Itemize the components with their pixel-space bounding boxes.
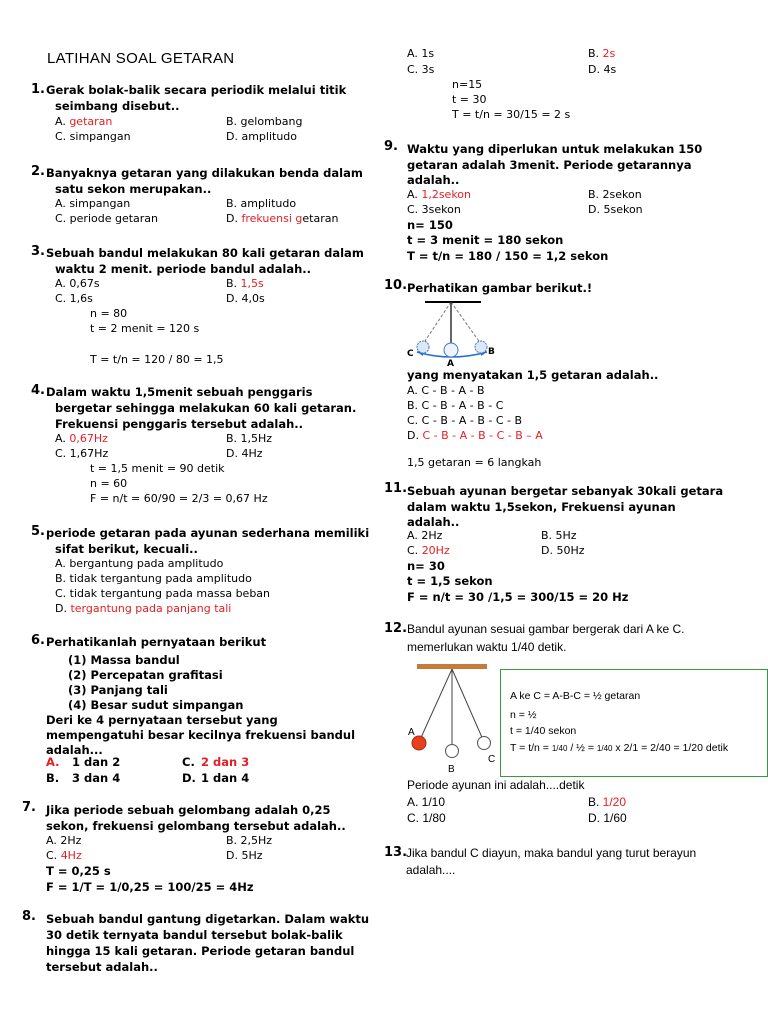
q12-answer: 1/20 [602,795,627,809]
q4-work-1: t = 1,5 menit = 90 detik [90,462,225,475]
q5-text-2: sifat berikut, kecuali.. [55,542,198,556]
q12-box-line-3: t = 1/40 sekon [510,725,577,737]
q9-answer: 1,2sekon [421,188,471,201]
q9-option-c: C. 3sekon [407,203,461,216]
q7-work-2: F = 1/T = 1/0,25 = 100/25 = 4Hz [46,880,254,894]
q10-work-1: 1,5 getaran = 6 langkah [407,456,542,469]
q2-text-1: Banyaknya getaran yang dilakukan benda dalam [46,166,363,180]
q7-text-2: sekon, frekuensi gelombang tersebut adalah.. [46,819,346,833]
q1-option-d: D. amplitudo [226,130,298,143]
q2-answer: frekuensi [241,212,296,225]
q4-work-2: n = 60 [90,477,128,490]
q9-number: 9. [384,139,398,154]
q11-option-a: A. 2Hz [407,529,443,542]
q6-option-b: 3 dan 4 [72,771,121,785]
q8-text-2: 30 detik ternyata bandul tersebut bolak-balik [46,928,343,942]
q10-option-a: A. C - B - A - B [407,384,485,397]
q12-text-1: Bandul ayunan sesuai gambar bergerak dari A ke C. [407,622,685,636]
q9-work-1: n= 150 [407,218,453,232]
q8-work-1: n=15 [452,78,483,91]
q13-text-2: adalah.... [406,863,456,877]
q10-option-b: B. C - B - A - B - C [407,399,504,412]
q6-option-b-key: B. [46,771,60,785]
q3-option-b: B. 1,5s [226,277,264,290]
ball-b-white [446,745,459,758]
q12-text-3: Periode ayunan ini adalah....detik [407,778,585,792]
q7-text-1: Jika periode sebuah gelombang adalah 0,25 [46,803,331,817]
q12-box-line-2: n = ½ [510,709,537,721]
q11-option-c: C. 20Hz [407,544,450,557]
q5-answer: tergantung pada panjang tali [70,602,232,615]
q12-option-a: A. 1/10 [407,795,446,809]
page-title: LATIHAN SOAL GETARAN [47,50,235,67]
q9-text-3: adalah.. [407,173,460,187]
label-c: C [407,349,414,359]
q3-option-c: C. 1,6s [55,292,93,305]
q10-answer: C - B - A - B - C - B – A [422,429,543,442]
q5-option-d: D. tergantung pada panjang tali [55,602,232,615]
q6-option-a: 1 dan 2 [72,755,121,769]
q11-work-1: n= 30 [407,559,445,573]
q7-option-a: A. 2Hz [46,834,82,847]
label-a: A [447,359,454,366]
q3-text-1: Sebuah bandul melakukan 80 kali getaran dalam [46,246,364,260]
q2-option-d: D. frekuensi getaran [226,212,339,225]
q12-number: 12. [384,621,408,636]
q11-option-d: D. 50Hz [541,544,585,557]
q2-option-a: A. simpangan [55,197,131,210]
q1-text-1: Gerak bolak-balik secara periodik melalui titik [46,83,347,97]
q3-option-a: A. 0,67s [55,277,100,290]
q4-text-2: bergetar sehingga melakukan 60 kali getaran. [55,401,357,415]
string-to-c [452,669,484,742]
q1-option-c: C. simpangan [55,130,131,143]
q1-option-a: A. getaran [55,115,113,128]
q6-text-4: adalah... [46,743,103,757]
q8-text-4: tersebut adalah.. [46,960,158,974]
ball-c-white [478,737,491,750]
q6-statement-1: (1) Massa bandul [68,653,180,667]
q6-text-1: Perhatikanlah pernyataan berikut [46,635,267,649]
q9-text-2: getaran adalah 3menit. Periode getarannya [407,158,692,172]
q6-statement-3: (3) Panjang tali [68,683,168,697]
q5-option-c: C. tidak tergantung pada massa beban [55,587,271,600]
label-a: A [408,727,415,738]
q12-text-2: memerlukan waktu 1/40 detik. [407,640,567,654]
ball-a-red [412,736,426,750]
q3-option-d: D. 4,0s [226,292,265,305]
q1-answer: getaran [69,115,113,128]
q2-option-c: C. periode getaran [55,212,159,225]
q8-option-d: D. 4s [588,63,617,76]
q4-option-d: D. 4Hz [226,447,263,460]
q11-answer: 20Hz [421,544,450,557]
q13-number: 13. [384,845,408,860]
q4-option-b: B. 1,5Hz [226,432,273,445]
pendulum-swing-figure [405,296,505,366]
q13-text-1: Jika bandul C diayun, maka bandul yang turut berayun [406,846,697,860]
q5-option-b: B. tidak tergantung pada amplitudo [55,572,252,585]
q8-option-b: B. 2s [588,47,616,60]
q12-option-d: D. 1/60 [588,811,627,825]
q1-number: 1. [31,82,45,97]
q10-text-1: Perhatikan gambar berikut.! [407,281,593,295]
q4-text-3: Frekuensi penggaris tersebut adalah.. [55,417,304,431]
q12-solution-box [500,669,768,777]
q6-answer: 2 dan 3 [201,755,250,769]
q6-text-3: mempengatuhi besar kecilnya frekuensi bandul [46,728,356,742]
q3-work-1: n = 80 [90,307,128,320]
string-left [423,302,451,344]
pendulum-figure-q12 [404,662,500,774]
q2-option-b: B. amplitudo [226,197,297,210]
q4-answer: 0,67Hz [69,432,108,445]
q6-option-c-key: C. [182,755,195,769]
q5-option-a: A. bergantung pada amplitudo [55,557,224,570]
q7-answer: 4Hz [60,849,82,862]
q9-work-3: T = t/n = 180 / 150 = 1,2 sekon [407,249,609,263]
label-c: C [488,754,496,765]
q8-work-2: t = 30 [452,93,487,106]
q12-option-b: B. 1/20 [588,795,627,809]
q9-work-2: t = 3 menit = 180 sekon [407,233,564,247]
q6-option-d-key: D. [182,771,196,785]
q4-text-1: Dalam waktu 1,5menit sebuah penggaris [46,385,313,399]
q2-number: 2. [31,164,45,179]
q1-option-b: B. gelombang [226,115,303,128]
q5-number: 5. [31,524,45,539]
q9-option-d: D. 5sekon [588,203,643,216]
q11-text-2: dalam waktu 1,5sekon, Frekuensi ayunan [407,500,676,514]
q11-text-1: Sebuah ayunan bergetar sebanyak 30kali getara [407,484,724,498]
q7-number: 7. [22,800,36,815]
q3-work-2: t = 2 menit = 120 s [90,322,200,335]
q8-option-c: C. 3s [407,63,435,76]
q9-option-a: A. 1,2sekon [407,188,471,201]
q4-option-c: C. 1,67Hz [55,447,109,460]
q9-option-b: B. 2sekon [588,188,642,201]
q7-option-d: D. 5Hz [226,849,263,862]
ball-c [417,341,429,353]
q11-text-3: adalah.. [407,515,460,529]
q4-number: 4. [31,383,45,398]
q6-statement-2: (2) Percepatan grafitasi [68,668,223,682]
q10-option-c: C. C - B - A - B - C - B [407,414,523,427]
q7-work-1: T = 0,25 s [46,864,111,878]
q6-option-d: 1 dan 4 [201,771,250,785]
q10-text-2: yang menyatakan 1,5 getaran adalah.. [407,368,659,382]
q6-text-2: Deri ke 4 pernyataan tersebut yang [46,713,278,727]
ball-b [475,341,487,353]
q7-option-b: B. 2,5Hz [226,834,273,847]
q8-text-3: hingga 15 kali getaran. Periode getaran bandul [46,944,355,958]
q8-text-1: Sebuah bandul gantung digetarkan. Dalam waktu [46,912,370,926]
q8-work-3: T = t/n = 30/15 = 2 s [452,108,571,121]
q12-box-line-1: A ke C = A-B-C = ½ getaran [510,690,641,702]
q4-option-a: A. 0,67Hz [55,432,108,445]
q3-text-2: waktu 2 menit. periode bandul adalah.. [55,262,312,276]
label-b: B [488,347,495,357]
q8-option-a: A. 1s [407,47,435,60]
q8-number: 8. [22,909,36,924]
q6-option-a-key: A. [46,755,60,769]
q3-work-3: T = t/n = 120 / 80 = 1,5 [90,353,224,366]
ball-a [444,343,458,357]
q12-box-line-4: T = t/n = 1/40 / ½ = 1/40 x 2/1 = 2/40 = 1/20 detik [510,742,729,754]
q4-work-3: F = n/t = 60/90 = 2/3 = 0,67 Hz [90,492,268,505]
q3-answer: 1,5s [240,277,264,290]
q2-text-2: satu sekon merupakan.. [55,182,212,196]
q11-work-2: t = 1,5 sekon [407,574,493,588]
label-b: B [448,764,455,774]
q11-number: 11. [384,481,408,496]
q3-number: 3. [31,244,45,259]
q6-statement-4: (4) Besar sudut simpangan [68,698,244,712]
figure-ceiling-bar [417,664,487,669]
q6-number: 6. [31,633,45,648]
q10-number: 10. [384,278,408,293]
q1-text-2: seimbang disebut.. [55,99,180,113]
q11-option-b: B. 5Hz [541,529,577,542]
q12-option-c: C. 1/80 [407,811,446,825]
q10-option-d: D. C - B - A - B - C - B – A [407,429,543,442]
q7-option-c: C. 4Hz [46,849,82,862]
q11-work-3: F = n/t = 30 /1,5 = 300/15 = 20 Hz [407,590,629,604]
q8-answer: 2s [602,47,616,60]
string-right [451,302,481,344]
q5-text-1: periode getaran pada ayunan sederhana memiliki [46,526,370,540]
string-to-a [419,669,452,742]
q9-text-1: Waktu yang diperlukan untuk melakukan 150 [407,142,703,156]
